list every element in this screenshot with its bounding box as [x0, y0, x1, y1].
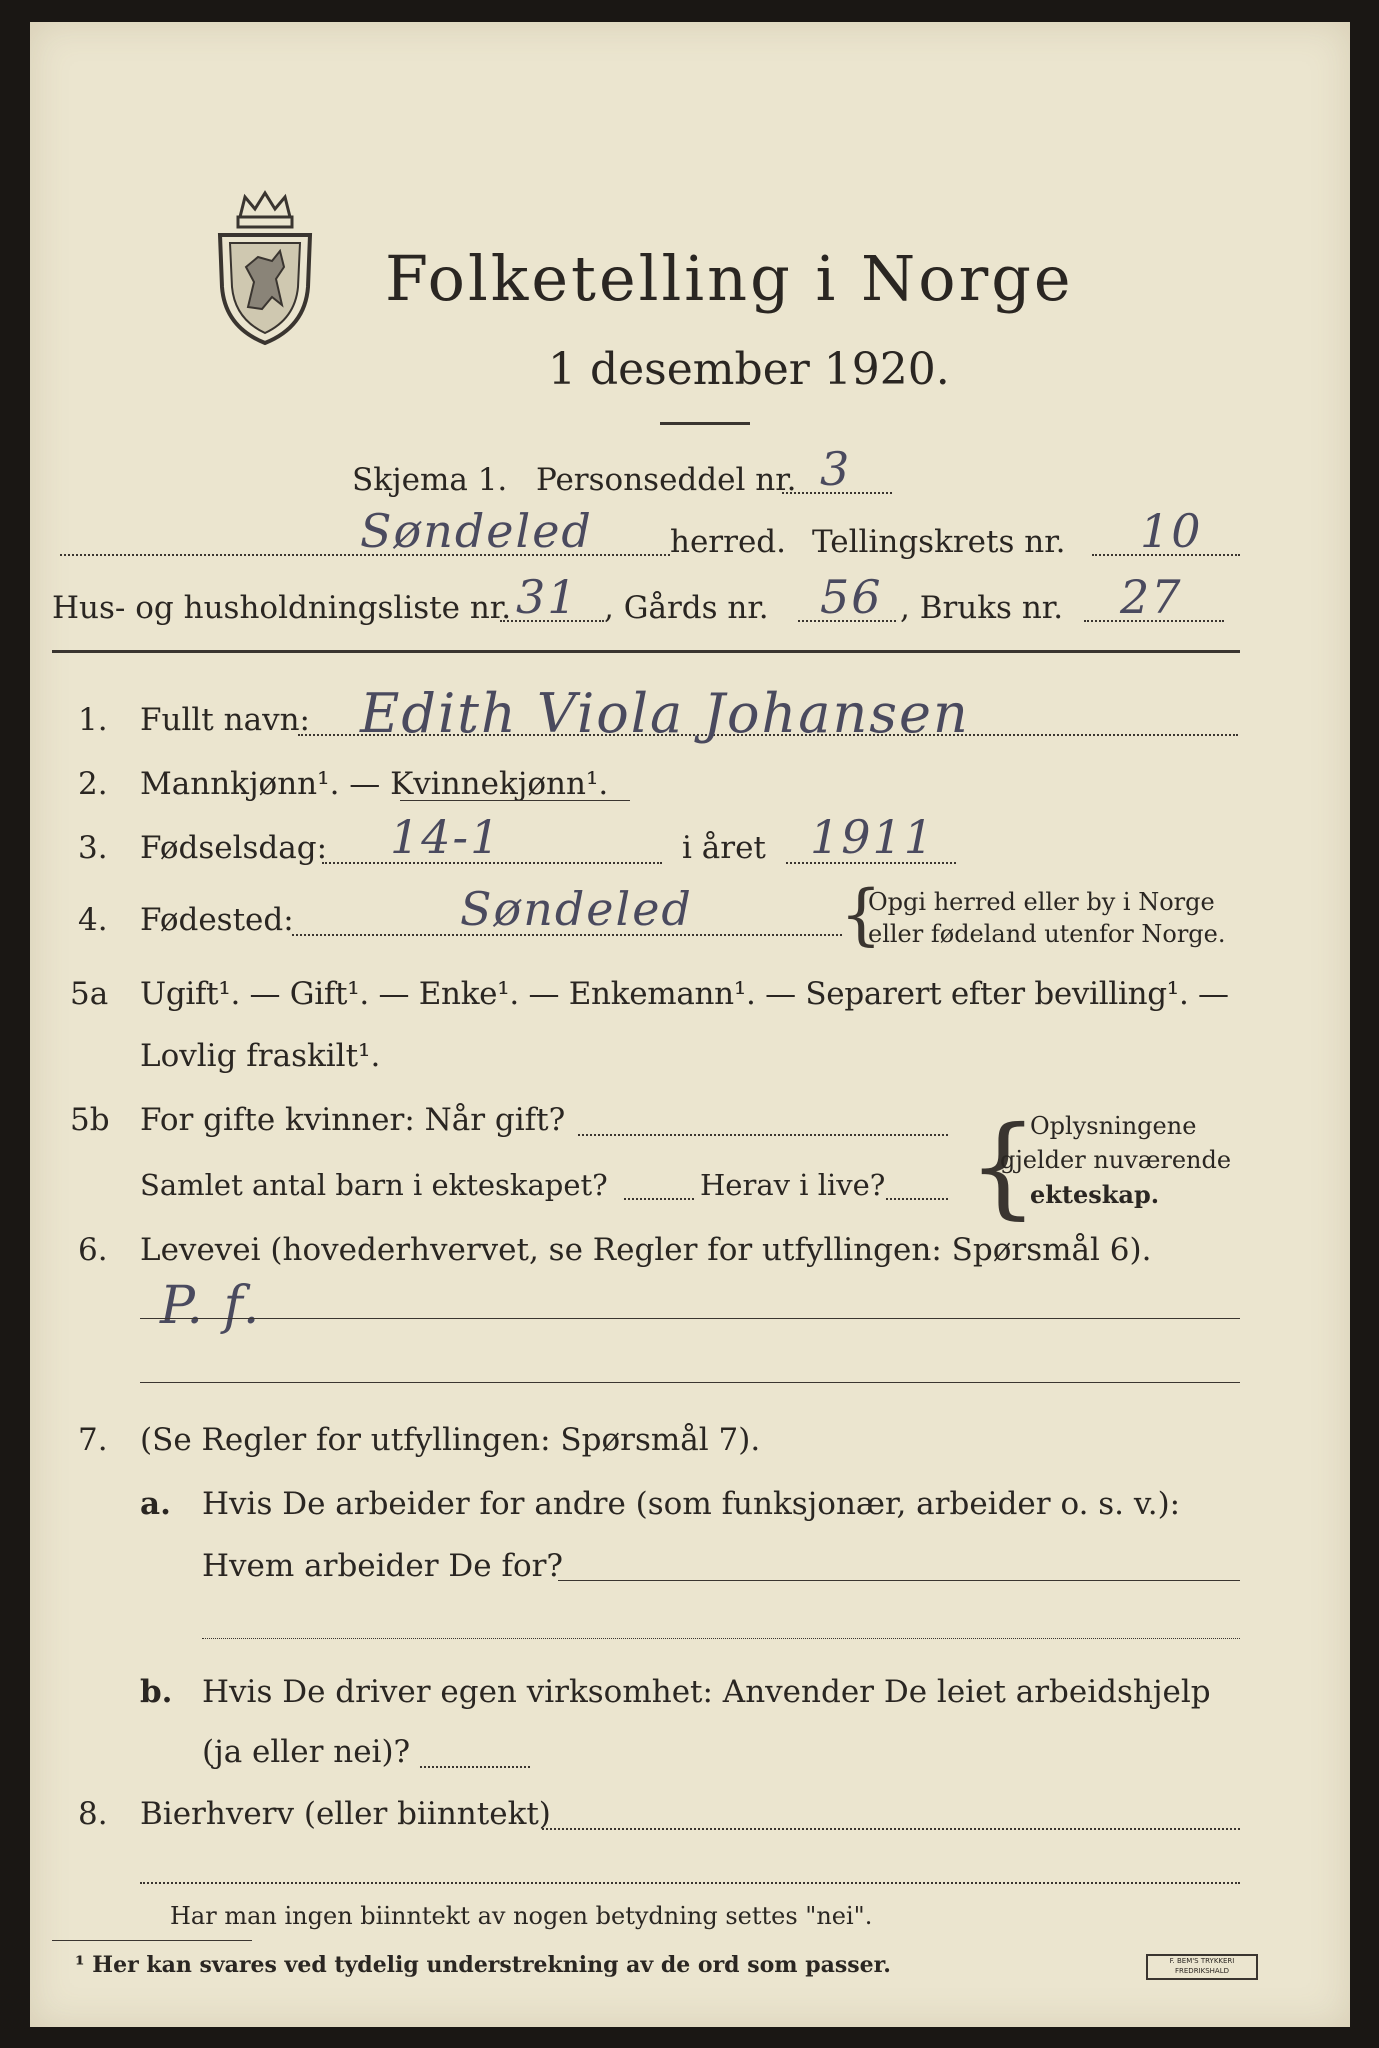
q6-line2 [140, 1382, 1240, 1383]
q7a-employer-line [558, 1580, 1240, 1581]
q5a-number: 5a [70, 976, 109, 1012]
q3-label: Fødselsdag: [140, 830, 328, 866]
q5b-note-line2: gjelder nuværende [1000, 1146, 1232, 1174]
q2-number: 2. [78, 766, 108, 802]
q7a-extra-line [202, 1638, 1240, 1639]
q6-line1 [140, 1318, 1240, 1319]
q4-birthplace-value: Søndeled [460, 882, 693, 936]
q5a-marital-options-cont: Lovlig fraskilt¹. [140, 1038, 381, 1074]
q3-number: 3. [78, 830, 108, 866]
q2-underline-kvinnekjonn [400, 800, 630, 801]
q8-note: Har man ingen biinntekt av nogen betydning settes "nei". [170, 1902, 873, 1930]
q7b-yes-no-line [420, 1766, 530, 1768]
q4-note-line2: eller fødeland utenfor Norge. [868, 920, 1226, 948]
q1-number: 1. [78, 702, 108, 738]
q3-year-value: 1911 [810, 810, 936, 864]
herred-label: herred. [670, 524, 786, 560]
husliste-label: Hus- og husholdningsliste nr. [52, 590, 512, 626]
q7b-letter: b. [140, 1674, 173, 1710]
title-divider [660, 422, 750, 425]
q6-occupation-value: P. f. [160, 1276, 262, 1336]
skjema-label: Skjema 1. [352, 462, 508, 498]
header-rule [52, 650, 1240, 653]
q7b-yes-no-label: (ja eller nei)? [202, 1734, 411, 1770]
gards-value: 56 [820, 570, 883, 624]
bruks-label: , Bruks nr. [900, 590, 1064, 626]
q3-birthday-value: 14-1 [390, 810, 502, 864]
bruks-value: 27 [1120, 570, 1183, 624]
q5b-alive-line [886, 1198, 948, 1200]
gards-label: , Gårds nr. [604, 590, 769, 626]
q5b-note-line1: Oplysningene [1030, 1112, 1197, 1140]
personseddel-value: 3 [820, 442, 852, 496]
q5b-number: 5b [70, 1102, 110, 1138]
q5a-marital-options: Ugift¹. — Gift¹. — Enke¹. — Enkemann¹. — Separert efter bevilling¹. — [140, 976, 1229, 1012]
q4-note-line1: Opgi herred eller by i Norge [868, 888, 1215, 916]
q7-label: (Se Regler for utfyllingen: Spørsmål 7). [140, 1422, 761, 1458]
q5b-brace: { [968, 1102, 1038, 1230]
q1-full-name: Edith Viola Johansen [360, 682, 970, 745]
q6-number: 6. [78, 1232, 108, 1268]
tellingskrets-value: 10 [1140, 504, 1203, 558]
husliste-value: 31 [516, 570, 579, 624]
personseddel-label: Personseddel nr. [536, 462, 797, 498]
census-date: 1 desember 1920. [548, 344, 950, 395]
q5b-children-label: Samlet antal barn i ekteskapet? [140, 1168, 608, 1202]
census-form-sheet [30, 22, 1350, 2027]
printer-stamp: F. BEM'S TRYKKERI FREDRIKSHALD [1146, 1954, 1258, 1980]
q2-gender-options: Mannkjønn¹. — Kvinnekjønn¹. [140, 766, 609, 802]
q5b-alive-label: Herav i live? [700, 1168, 886, 1202]
footnote-text: ¹ Her kan svares ved tydelig understrekning av de ord som passer. [75, 1952, 891, 1978]
q7b-line1: Hvis De driver egen virksomhet: Anvender De leiet arbeidshjelp [202, 1674, 1211, 1710]
q8-line1 [542, 1828, 1240, 1830]
q7a-employer-label: Hvem arbeider De for? [202, 1548, 564, 1584]
q1-label: Fullt navn: [140, 702, 310, 738]
q5b-when-married-label: For gifte kvinner: Når gift? [140, 1102, 566, 1138]
q4-number: 4. [78, 902, 108, 938]
q5b-when-married-line [578, 1134, 948, 1136]
q5b-note-line3: ekteskap. [1030, 1180, 1160, 1209]
q7a-line1: Hvis De arbeider for andre (som funksjonær, arbeider o. s. v.): [202, 1486, 1181, 1522]
q4-label: Fødested: [140, 902, 294, 938]
form-title: Folketelling i Norge [385, 242, 1074, 315]
q8-number: 8. [78, 1796, 108, 1832]
q7a-letter: a. [140, 1486, 171, 1522]
q3-year-label: i året [682, 830, 766, 866]
q5b-children-line [624, 1198, 694, 1200]
coat-of-arms-icon [210, 187, 320, 347]
herred-value: Søndeled [360, 504, 593, 558]
q8-line2 [140, 1882, 1240, 1884]
q6-label: Levevei (hovederhvervet, se Regler for utfyllingen: Spørsmål 6). [140, 1232, 1152, 1268]
footnote-rule [52, 1940, 252, 1941]
q4-brace: { [840, 876, 882, 953]
q7-number: 7. [78, 1422, 108, 1458]
q8-label: Bierhverv (eller biinntekt) [140, 1796, 551, 1832]
tellingskrets-label: Tellingskrets nr. [812, 524, 1066, 560]
